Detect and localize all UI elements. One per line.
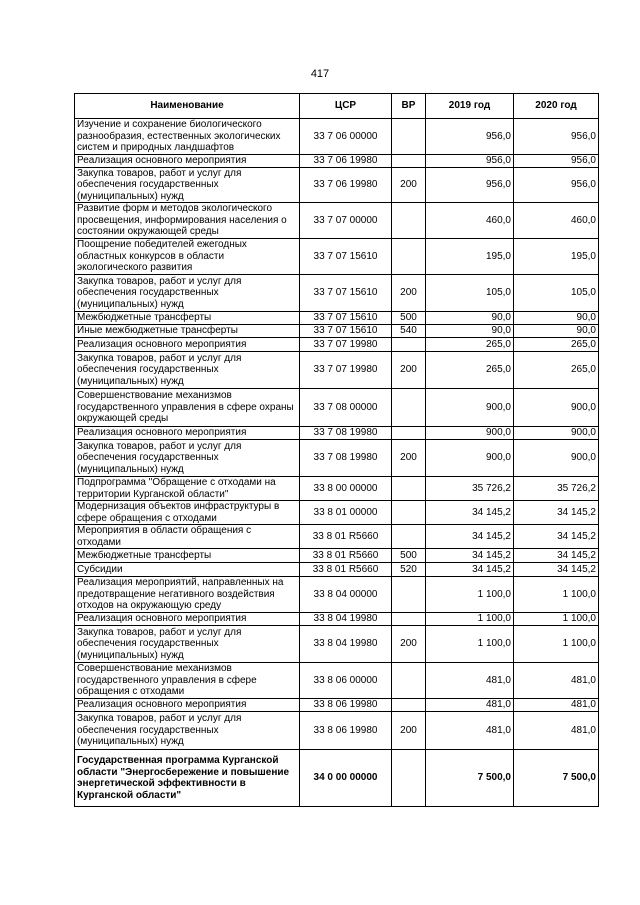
row-2019: 900,0 bbox=[426, 427, 514, 440]
row-csr: 33 8 04 19980 bbox=[300, 626, 392, 663]
row-2020: 34 145,2 bbox=[514, 549, 599, 563]
page-number: 417 bbox=[310, 68, 330, 80]
row-name: Реализация основного мероприятия bbox=[75, 154, 300, 167]
header-2019: 2019 год bbox=[426, 94, 514, 119]
row-vr bbox=[392, 427, 426, 440]
table-row bbox=[75, 389, 599, 427]
row-csr: 33 8 00 00000 bbox=[300, 477, 392, 501]
row-csr: 33 7 06 19980 bbox=[300, 167, 392, 203]
table-row bbox=[75, 275, 599, 312]
row-2020: 1 100,0 bbox=[514, 626, 599, 663]
table-row bbox=[75, 477, 599, 501]
row-vr bbox=[392, 525, 426, 549]
budget-table bbox=[74, 93, 599, 807]
row-vr bbox=[392, 203, 426, 239]
row-2019: 265,0 bbox=[426, 338, 514, 352]
table-row bbox=[75, 750, 599, 807]
header-2020: 2020 год bbox=[514, 94, 599, 119]
row-vr bbox=[392, 119, 426, 155]
row-2019: 105,0 bbox=[426, 275, 514, 312]
row-csr: 33 8 06 00000 bbox=[300, 663, 392, 699]
row-2019: 1 100,0 bbox=[426, 613, 514, 626]
row-csr: 33 7 08 00000 bbox=[300, 389, 392, 427]
row-2020: 900,0 bbox=[514, 389, 599, 427]
row-csr: 33 7 06 19980 bbox=[300, 154, 392, 167]
row-csr: 33 7 08 19980 bbox=[300, 440, 392, 477]
row-name: Межбюджетные трансферты bbox=[75, 312, 300, 325]
row-csr: 33 8 04 00000 bbox=[300, 577, 392, 613]
row-vr bbox=[392, 501, 426, 525]
row-vr: 200 bbox=[392, 626, 426, 663]
row-2019: 956,0 bbox=[426, 167, 514, 203]
row-name: Совершенствование механизмов государственного управления в сфере обращения с отходами bbox=[75, 663, 300, 699]
row-2019: 1 100,0 bbox=[426, 577, 514, 613]
row-name: Реализация основного мероприятия bbox=[75, 427, 300, 440]
row-vr bbox=[392, 477, 426, 501]
row-2020: 34 145,2 bbox=[514, 501, 599, 525]
row-csr: 34 0 00 00000 bbox=[300, 750, 392, 807]
row-2020: 956,0 bbox=[514, 119, 599, 155]
row-2020: 900,0 bbox=[514, 440, 599, 477]
row-2020: 90,0 bbox=[514, 325, 599, 338]
table-row bbox=[75, 352, 599, 389]
row-2020: 265,0 bbox=[514, 338, 599, 352]
table-row bbox=[75, 325, 599, 338]
row-2019: 956,0 bbox=[426, 154, 514, 167]
row-vr bbox=[392, 577, 426, 613]
row-2019: 900,0 bbox=[426, 389, 514, 427]
row-name: Изучение и сохранение биологического разнообразия, естественных экологических систем и природных ландшафтов bbox=[75, 119, 300, 155]
row-vr bbox=[392, 239, 426, 275]
row-2020: 34 145,2 bbox=[514, 563, 599, 577]
row-2020: 35 726,2 bbox=[514, 477, 599, 501]
row-2020: 195,0 bbox=[514, 239, 599, 275]
row-csr: 33 8 01 R5660 bbox=[300, 525, 392, 549]
row-vr: 200 bbox=[392, 167, 426, 203]
row-2020: 265,0 bbox=[514, 352, 599, 389]
row-2019: 481,0 bbox=[426, 699, 514, 712]
row-csr: 33 8 01 00000 bbox=[300, 501, 392, 525]
header-csr: ЦСР bbox=[300, 94, 392, 119]
table-row bbox=[75, 427, 599, 440]
row-vr: 500 bbox=[392, 312, 426, 325]
row-vr bbox=[392, 699, 426, 712]
row-name: Закупка товаров, работ и услуг для обеспечения государственных (муниципальных) нужд bbox=[75, 167, 300, 203]
row-2020: 900,0 bbox=[514, 427, 599, 440]
row-name: Мероприятия в области обращения с отходами bbox=[75, 525, 300, 549]
row-csr: 33 7 06 00000 bbox=[300, 119, 392, 155]
row-2019: 265,0 bbox=[426, 352, 514, 389]
row-2020: 34 145,2 bbox=[514, 525, 599, 549]
row-csr: 33 8 04 19980 bbox=[300, 613, 392, 626]
row-vr: 540 bbox=[392, 325, 426, 338]
row-name: Развитие форм и методов экологического просвещения, информирования населения о состоянии окружающей среды bbox=[75, 203, 300, 239]
row-2019: 481,0 bbox=[426, 663, 514, 699]
row-vr: 200 bbox=[392, 352, 426, 389]
row-name: Поощрение победителей ежегодных областных конкурсов в области экологического развития bbox=[75, 239, 300, 275]
row-name: Закупка товаров, работ и услуг для обеспечения государственных (муниципальных) нужд bbox=[75, 626, 300, 663]
row-name: Межбюджетные трансферты bbox=[75, 549, 300, 563]
table-row bbox=[75, 239, 599, 275]
table-row bbox=[75, 663, 599, 699]
table-body bbox=[75, 119, 599, 807]
row-vr bbox=[392, 663, 426, 699]
row-vr: 200 bbox=[392, 712, 426, 750]
row-name: Государственная программа Курганской области "Энергосбережение и повышение энергетической эффективности в Курганской области" bbox=[75, 750, 300, 807]
table-row bbox=[75, 501, 599, 525]
row-name: Закупка товаров, работ и услуг для обеспечения государственных (муниципальных) нужд bbox=[75, 712, 300, 750]
row-name: Совершенствование механизмов государственного управления в сфере охраны окружающей среды bbox=[75, 389, 300, 427]
row-name: Модернизация объектов инфраструктуры в сфере обращения с отходами bbox=[75, 501, 300, 525]
row-csr: 33 7 07 00000 bbox=[300, 203, 392, 239]
row-name: Подпрограмма "Обращение с отходами на территории Курганской области" bbox=[75, 477, 300, 501]
row-2019: 195,0 bbox=[426, 239, 514, 275]
table-row bbox=[75, 613, 599, 626]
row-csr: 33 7 07 19980 bbox=[300, 352, 392, 389]
row-name: Субсидии bbox=[75, 563, 300, 577]
row-2020: 481,0 bbox=[514, 699, 599, 712]
row-csr: 33 7 07 15610 bbox=[300, 275, 392, 312]
row-2020: 460,0 bbox=[514, 203, 599, 239]
row-csr: 33 7 08 19980 bbox=[300, 427, 392, 440]
row-2020: 481,0 bbox=[514, 712, 599, 750]
header-vr: ВР bbox=[392, 94, 426, 119]
row-2020: 7 500,0 bbox=[514, 750, 599, 807]
table-row bbox=[75, 440, 599, 477]
row-2019: 460,0 bbox=[426, 203, 514, 239]
row-name: Реализация мероприятий, направленных на предотвращение негативного воздействия отходов на окружающую среду bbox=[75, 577, 300, 613]
row-csr: 33 7 07 15610 bbox=[300, 239, 392, 275]
table-row bbox=[75, 626, 599, 663]
row-2020: 481,0 bbox=[514, 663, 599, 699]
row-csr: 33 8 01 R5660 bbox=[300, 563, 392, 577]
row-vr bbox=[392, 154, 426, 167]
table-row bbox=[75, 338, 599, 352]
row-vr: 200 bbox=[392, 440, 426, 477]
row-2019: 34 145,2 bbox=[426, 549, 514, 563]
row-2020: 105,0 bbox=[514, 275, 599, 312]
table-row bbox=[75, 699, 599, 712]
row-csr: 33 7 07 19980 bbox=[300, 338, 392, 352]
row-csr: 33 8 06 19980 bbox=[300, 699, 392, 712]
table-row bbox=[75, 712, 599, 750]
row-vr: 200 bbox=[392, 275, 426, 312]
row-name: Закупка товаров, работ и услуг для обеспечения государственных (муниципальных) нужд bbox=[75, 440, 300, 477]
row-2020: 956,0 bbox=[514, 167, 599, 203]
table-row bbox=[75, 119, 599, 155]
row-2020: 1 100,0 bbox=[514, 577, 599, 613]
row-name: Закупка товаров, работ и услуг для обеспечения государственных (муниципальных) нужд bbox=[75, 275, 300, 312]
row-name: Реализация основного мероприятия bbox=[75, 338, 300, 352]
row-vr bbox=[392, 613, 426, 626]
row-csr: 33 8 06 19980 bbox=[300, 712, 392, 750]
table-row bbox=[75, 312, 599, 325]
row-csr: 33 8 01 R5660 bbox=[300, 549, 392, 563]
row-2019: 481,0 bbox=[426, 712, 514, 750]
row-2019: 7 500,0 bbox=[426, 750, 514, 807]
row-vr bbox=[392, 338, 426, 352]
row-vr: 500 bbox=[392, 549, 426, 563]
row-csr: 33 7 07 15610 bbox=[300, 325, 392, 338]
row-name: Иные межбюджетные трансферты bbox=[75, 325, 300, 338]
table-row bbox=[75, 203, 599, 239]
table-row bbox=[75, 563, 599, 577]
row-vr bbox=[392, 750, 426, 807]
row-2019: 35 726,2 bbox=[426, 477, 514, 501]
row-2019: 1 100,0 bbox=[426, 626, 514, 663]
row-2019: 34 145,2 bbox=[426, 501, 514, 525]
row-2019: 90,0 bbox=[426, 312, 514, 325]
table-row bbox=[75, 167, 599, 203]
row-2020: 956,0 bbox=[514, 154, 599, 167]
row-vr: 520 bbox=[392, 563, 426, 577]
row-2019: 34 145,2 bbox=[426, 563, 514, 577]
header-name: Наименование bbox=[75, 94, 300, 119]
row-2019: 900,0 bbox=[426, 440, 514, 477]
row-2020: 90,0 bbox=[514, 312, 599, 325]
row-name: Закупка товаров, работ и услуг для обеспечения государственных (муниципальных) нужд bbox=[75, 352, 300, 389]
row-2019: 34 145,2 bbox=[426, 525, 514, 549]
row-2019: 90,0 bbox=[426, 325, 514, 338]
row-2020: 1 100,0 bbox=[514, 613, 599, 626]
row-csr: 33 7 07 15610 bbox=[300, 312, 392, 325]
table-row bbox=[75, 525, 599, 549]
row-name: Реализация основного мероприятия bbox=[75, 699, 300, 712]
table-row bbox=[75, 154, 599, 167]
row-2019: 956,0 bbox=[426, 119, 514, 155]
row-name: Реализация основного мероприятия bbox=[75, 613, 300, 626]
row-vr bbox=[392, 389, 426, 427]
table-row bbox=[75, 549, 599, 563]
table-row bbox=[75, 577, 599, 613]
table-header-row bbox=[75, 94, 599, 119]
